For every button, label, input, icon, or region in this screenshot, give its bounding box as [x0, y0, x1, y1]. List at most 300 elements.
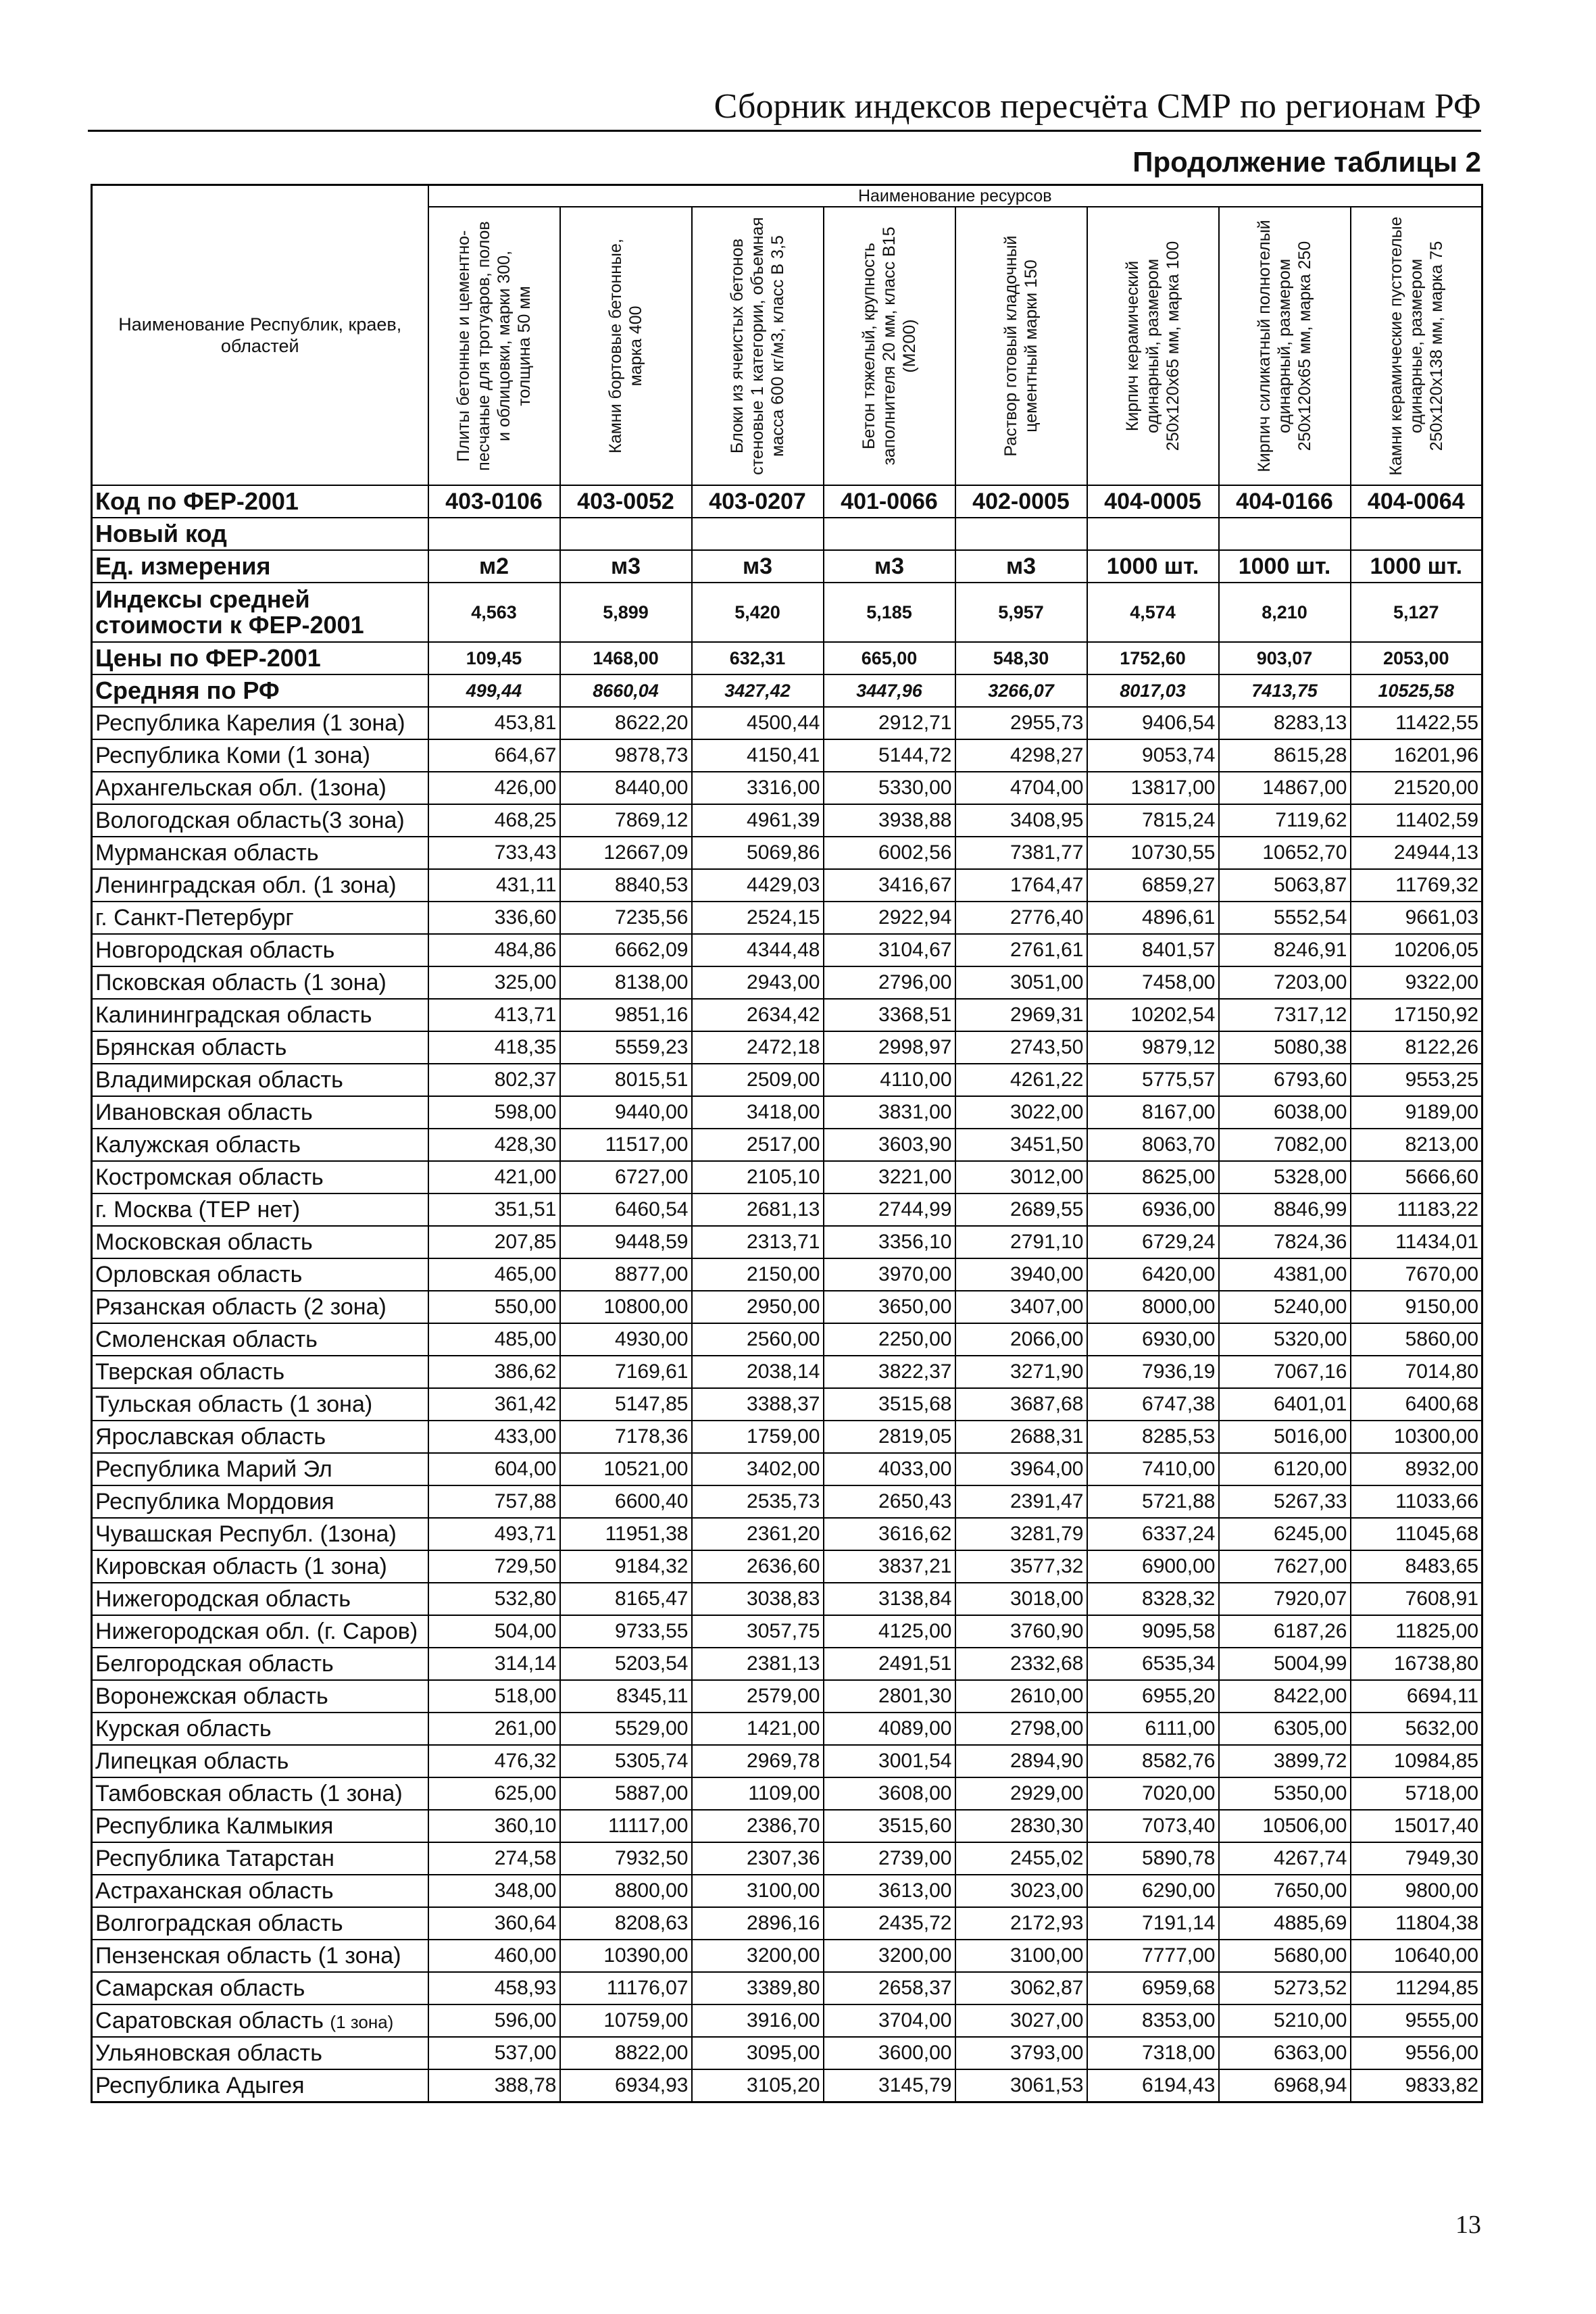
price-cell: 4885,69 [1219, 1907, 1351, 1940]
price-cell: 7067,16 [1219, 1356, 1351, 1388]
table-row [92, 1161, 1482, 1193]
price-cell: 8615,28 [1219, 739, 1351, 772]
price-cell: 7627,00 [1219, 1550, 1351, 1583]
region-name: Чувашская Республ. (1зона) [92, 1518, 428, 1550]
region-name: Воронежская область [92, 1680, 428, 1713]
code-row-value: 403-0106 [428, 485, 560, 518]
price-cell: 5210,00 [1219, 2004, 1351, 2037]
table-row [92, 2037, 1482, 2069]
table-row [92, 1680, 1482, 1713]
table-row [92, 1031, 1482, 1064]
price-cell: 3145,79 [824, 2069, 955, 2102]
price-cell: 421,00 [428, 1161, 560, 1193]
index-row-value: 5,420 [692, 583, 824, 642]
price-cell: 11402,59 [1351, 804, 1482, 837]
price-cell: 9851,16 [560, 999, 692, 1031]
table-row [92, 1064, 1482, 1096]
price-cell: 4150,41 [692, 739, 824, 772]
price-cell: 476,32 [428, 1745, 560, 1777]
price-cell: 10984,85 [1351, 1745, 1482, 1777]
price-cell: 3027,00 [955, 2004, 1087, 2037]
price-cell: 3407,00 [955, 1291, 1087, 1323]
price-cell: 388,78 [428, 2069, 560, 2102]
price-cell: 6959,68 [1087, 1972, 1219, 2004]
price-cell: 7073,40 [1087, 1810, 1219, 1842]
code-row-value: 404-0005 [1087, 485, 1219, 518]
price-cell: 2491,51 [824, 1648, 955, 1680]
region-name: г. Москва (ТЕР нет) [92, 1193, 428, 1226]
price-cell: 2776,40 [955, 902, 1087, 934]
region-name: Тамбовская область (1 зона) [92, 1777, 428, 1810]
column-header-cell [1351, 207, 1482, 485]
price-cell: 8138,00 [560, 966, 692, 999]
column-header-wrap [429, 207, 559, 485]
column-header-wrap [693, 207, 823, 485]
price-cell: 2681,13 [692, 1193, 824, 1226]
price-cell: 9878,73 [560, 739, 692, 772]
price-cell: 3271,90 [955, 1356, 1087, 1388]
price-cell: 9189,00 [1351, 1096, 1482, 1129]
price-cell: 465,00 [428, 1258, 560, 1291]
price-cell: 6535,34 [1087, 1648, 1219, 1680]
price-cell: 2798,00 [955, 1713, 1087, 1745]
price-cell: 3200,00 [692, 1940, 824, 1972]
price-cell: 6120,00 [1219, 1453, 1351, 1485]
price-cell: 7949,30 [1351, 1842, 1482, 1875]
price-cell: 9150,00 [1351, 1291, 1482, 1323]
price-cell: 3416,67 [824, 869, 955, 902]
price-cell: 4930,00 [560, 1323, 692, 1356]
price-cell: 8213,00 [1351, 1129, 1482, 1161]
price-cell: 3970,00 [824, 1258, 955, 1291]
price-cell: 6955,20 [1087, 1680, 1219, 1713]
table-row [92, 739, 1482, 772]
price-cell: 9879,12 [1087, 1031, 1219, 1064]
price-cell: 5680,00 [1219, 1940, 1351, 1972]
price-cell: 7318,00 [1087, 2037, 1219, 2069]
region-name: Новгородская область [92, 934, 428, 966]
region-name [92, 2004, 428, 2037]
price-cell: 4089,00 [824, 1713, 955, 1745]
price-cell: 3616,62 [824, 1518, 955, 1550]
price-cell: 9800,00 [1351, 1875, 1482, 1907]
price-cell: 2250,00 [824, 1323, 955, 1356]
table-row [92, 1291, 1482, 1323]
price-cell: 625,00 [428, 1777, 560, 1810]
unit-row-value: 1000 шт. [1351, 550, 1482, 583]
price-cell: 8622,20 [560, 707, 692, 739]
price-cell: 13817,00 [1087, 772, 1219, 804]
column-header-wrap [1088, 207, 1218, 485]
price-cell: 9733,55 [560, 1615, 692, 1648]
price-cell: 8483,65 [1351, 1550, 1482, 1583]
price-cell: 3831,00 [824, 1096, 955, 1129]
new-code-row-value [955, 518, 1087, 550]
unit-row-value: м3 [824, 550, 955, 583]
table-row [92, 1713, 1482, 1745]
price-cell: 5080,38 [1219, 1031, 1351, 1064]
price-cell: 4261,22 [955, 1064, 1087, 1096]
region-name: Белгородская область [92, 1648, 428, 1680]
table-row [92, 1518, 1482, 1550]
price-cell: 2743,50 [955, 1031, 1087, 1064]
price-cell: 5860,00 [1351, 1323, 1482, 1356]
price-cell: 6002,56 [824, 837, 955, 869]
price-cell: 2610,00 [955, 1680, 1087, 1713]
price-cell: 11045,68 [1351, 1518, 1482, 1550]
price-cell: 458,93 [428, 1972, 560, 2004]
region-name: Владимирская область [92, 1064, 428, 1096]
page-number: 13 [1455, 2211, 1481, 2239]
price-cell: 5887,00 [560, 1777, 692, 1810]
price-cell: 2579,00 [692, 1680, 824, 1713]
table-row [92, 999, 1482, 1031]
price-cell: 3100,00 [692, 1875, 824, 1907]
price-row [92, 642, 1482, 674]
price-cell: 5069,86 [692, 837, 824, 869]
price-cell: 2761,61 [955, 934, 1087, 966]
price-cell: 3822,37 [824, 1356, 955, 1388]
price-cell: 8283,13 [1219, 707, 1351, 739]
price-cell: 9556,00 [1351, 2037, 1482, 2069]
price-cell: 537,00 [428, 2037, 560, 2069]
price-cell: 5305,74 [560, 1745, 692, 1777]
price-cell: 5890,78 [1087, 1842, 1219, 1875]
price-cell: 664,67 [428, 739, 560, 772]
price-cell: 8877,00 [560, 1258, 692, 1291]
region-name: Пензенская область (1 зона) [92, 1940, 428, 1972]
column-header-cell [692, 207, 824, 485]
table-row [92, 707, 1482, 739]
table-row [92, 1096, 1482, 1129]
price-cell: 2313,71 [692, 1226, 824, 1258]
price-row-value: 2053,00 [1351, 642, 1482, 674]
price-cell: 9448,59 [560, 1226, 692, 1258]
average-row-value: 8017,03 [1087, 674, 1219, 707]
region-name: Ярославская область [92, 1421, 428, 1453]
resources-header: Наименование ресурсов [428, 185, 1482, 207]
price-cell: 3408,95 [955, 804, 1087, 837]
region-name: Калужская область [92, 1129, 428, 1161]
price-cell: 6930,00 [1087, 1323, 1219, 1356]
price-cell: 1759,00 [692, 1421, 824, 1453]
price-row-value: 665,00 [824, 642, 955, 674]
price-cell: 9440,00 [560, 1096, 692, 1129]
region-name: Мурманская область [92, 837, 428, 869]
price-cell: 2472,18 [692, 1031, 824, 1064]
index-row [92, 583, 1482, 642]
price-cell: 2150,00 [692, 1258, 824, 1291]
table-row [92, 1875, 1482, 1907]
column-header-text: Блоки из ячеистых бетонов стеновые 1 категории, объемная масса 600 кг/м3, класс В 3,5 [728, 217, 787, 475]
price-cell: 468,25 [428, 804, 560, 837]
region-name: Костромская область [92, 1161, 428, 1193]
price-cell: 7317,12 [1219, 999, 1351, 1031]
index-row-value: 5,185 [824, 583, 955, 642]
price-cell: 3200,00 [824, 1940, 955, 1972]
price-cell: 10202,54 [1087, 999, 1219, 1031]
unit-row-value: м3 [560, 550, 692, 583]
price-cell: 2650,43 [824, 1485, 955, 1518]
price-cell: 10640,00 [1351, 1940, 1482, 1972]
price-cell: 8285,53 [1087, 1421, 1219, 1453]
price-cell: 7650,00 [1219, 1875, 1351, 1907]
price-cell: 2391,47 [955, 1485, 1087, 1518]
price-cell: 5203,54 [560, 1648, 692, 1680]
price-cell: 3356,10 [824, 1226, 955, 1258]
unit-row-value: м2 [428, 550, 560, 583]
price-cell: 6727,00 [560, 1161, 692, 1193]
table-row [92, 1388, 1482, 1421]
region-name: Республика Адыгея [92, 2069, 428, 2102]
column-header-wrap [824, 207, 955, 485]
average-row-label: Средняя по РФ [92, 674, 428, 707]
code-row-value: 401-0066 [824, 485, 955, 518]
price-cell: 2658,37 [824, 1972, 955, 2004]
price-cell: 2560,00 [692, 1323, 824, 1356]
price-cell: 5552,54 [1219, 902, 1351, 934]
column-header-cell [560, 207, 692, 485]
price-cell: 3368,51 [824, 999, 955, 1031]
table-row [92, 2004, 1482, 2037]
code-row [92, 485, 1482, 518]
price-cell: 6187,26 [1219, 1615, 1351, 1648]
price-cell: 12667,09 [560, 837, 692, 869]
price-cell: 4125,00 [824, 1615, 955, 1648]
price-row-value: 1752,60 [1087, 642, 1219, 674]
price-cell: 484,86 [428, 934, 560, 966]
price-cell: 16201,96 [1351, 739, 1482, 772]
table-row [92, 1453, 1482, 1485]
index-row-label: Индексы средней стоимости к ФЕР-2001 [92, 583, 428, 642]
price-cell: 3687,68 [955, 1388, 1087, 1421]
price-cell: 453,81 [428, 707, 560, 739]
price-cell: 8353,00 [1087, 2004, 1219, 2037]
unit-row [92, 550, 1482, 583]
price-cell: 6400,68 [1351, 1388, 1482, 1421]
new-code-row [92, 518, 1482, 550]
region-name: Ленинградская обл. (1 зона) [92, 869, 428, 902]
price-cell: 426,00 [428, 772, 560, 804]
header-rule [88, 130, 1481, 132]
column-header-text: Раствор готовый кладочный цементный марки 150 [1001, 235, 1041, 457]
page-header: Сборник индексов пересчёта СМР по регионам РФ [714, 87, 1481, 126]
header-row-resources [92, 185, 1482, 207]
price-cell: 348,00 [428, 1875, 560, 1907]
price-cell: 9661,03 [1351, 902, 1482, 934]
price-cell: 3061,53 [955, 2069, 1087, 2102]
table-row [92, 1648, 1482, 1680]
price-cell: 3600,00 [824, 2037, 955, 2069]
price-cell: 8932,00 [1351, 1453, 1482, 1485]
column-header-text: Камни бортовые бетонные, марка 400 [606, 239, 645, 453]
price-cell: 6747,38 [1087, 1388, 1219, 1421]
table-row [92, 1356, 1482, 1388]
price-cell: 5721,88 [1087, 1485, 1219, 1518]
price-cell: 8401,57 [1087, 934, 1219, 966]
price-cell: 2172,93 [955, 1907, 1087, 1940]
price-cell: 3837,21 [824, 1550, 955, 1583]
price-cell: 8625,00 [1087, 1161, 1219, 1193]
table-row [92, 1583, 1482, 1615]
table-row [92, 2069, 1482, 2102]
price-cell: 11033,66 [1351, 1485, 1482, 1518]
region-name-main: Саратовская область [95, 2007, 330, 2034]
region-name: Орловская область [92, 1258, 428, 1291]
average-row-value: 3427,42 [692, 674, 824, 707]
price-cell: 4267,74 [1219, 1842, 1351, 1875]
table-row [92, 966, 1482, 999]
price-cell: 2636,60 [692, 1550, 824, 1583]
price-cell: 14867,00 [1219, 772, 1351, 804]
price-cell: 504,00 [428, 1615, 560, 1648]
price-cell: 2517,00 [692, 1129, 824, 1161]
region-name: Тульская область (1 зона) [92, 1388, 428, 1421]
price-cell: 7169,61 [560, 1356, 692, 1388]
region-name: Тверская область [92, 1356, 428, 1388]
price-cell: 7936,19 [1087, 1356, 1219, 1388]
new-code-row-value [692, 518, 824, 550]
price-cell: 3389,80 [692, 1972, 824, 2004]
price-cell: 4704,00 [955, 772, 1087, 804]
price-cell: 7014,80 [1351, 1356, 1482, 1388]
price-cell: 2332,68 [955, 1648, 1087, 1680]
price-cell: 7119,62 [1219, 804, 1351, 837]
price-cell: 360,64 [428, 1907, 560, 1940]
price-cell: 2634,42 [692, 999, 824, 1031]
price-cell: 2922,94 [824, 902, 955, 934]
price-cell: 15017,40 [1351, 1810, 1482, 1842]
price-cell: 21520,00 [1351, 772, 1482, 804]
unit-row-label: Ед. измерения [92, 550, 428, 583]
price-cell: 7608,91 [1351, 1583, 1482, 1615]
price-cell: 3418,00 [692, 1096, 824, 1129]
price-cell: 2689,55 [955, 1193, 1087, 1226]
price-cell: 3022,00 [955, 1096, 1087, 1129]
price-cell: 10800,00 [560, 1291, 692, 1323]
price-cell: 3451,50 [955, 1129, 1087, 1161]
price-cell: 8122,26 [1351, 1031, 1482, 1064]
price-cell: 2969,31 [955, 999, 1087, 1031]
table-row [92, 934, 1482, 966]
price-cell: 3938,88 [824, 804, 955, 837]
price-cell: 7777,00 [1087, 1940, 1219, 1972]
price-cell: 3221,00 [824, 1161, 955, 1193]
price-cell: 8063,70 [1087, 1129, 1219, 1161]
column-header-text: Плиты бетонные и цементно-песчаные для тротуаров, полов и облицовки, марки 300, толщина 50 мм [454, 221, 534, 471]
price-row-label: Цены по ФЕР-2001 [92, 642, 428, 674]
region-name: Рязанская область (2 зона) [92, 1291, 428, 1323]
price-cell: 7410,00 [1087, 1453, 1219, 1485]
price-cell: 3062,87 [955, 1972, 1087, 2004]
price-cell: 11517,00 [560, 1129, 692, 1161]
price-cell: 5273,52 [1219, 1972, 1351, 2004]
price-cell: 5529,00 [560, 1713, 692, 1745]
price-cell: 3001,54 [824, 1745, 955, 1777]
price-cell: 6600,40 [560, 1485, 692, 1518]
price-cell: 8800,00 [560, 1875, 692, 1907]
price-cell: 7670,00 [1351, 1258, 1482, 1291]
code-row-value: 404-0166 [1219, 485, 1351, 518]
index-row-value: 5,899 [560, 583, 692, 642]
index-row-value: 5,957 [955, 583, 1087, 642]
price-cell: 10652,70 [1219, 837, 1351, 869]
price-cell: 325,00 [428, 966, 560, 999]
price-cell: 493,71 [428, 1518, 560, 1550]
price-cell: 7235,56 [560, 902, 692, 934]
table-row [92, 1485, 1482, 1518]
price-cell: 532,80 [428, 1583, 560, 1615]
corner-header: Наименование Республик, краев, областей [92, 185, 428, 486]
price-cell: 2739,00 [824, 1842, 955, 1875]
code-row-value: 404-0064 [1351, 485, 1482, 518]
price-cell: 5328,00 [1219, 1161, 1351, 1193]
price-cell: 7824,36 [1219, 1226, 1351, 1258]
table-row [92, 837, 1482, 869]
price-cell: 6111,00 [1087, 1713, 1219, 1745]
price-cell: 3515,68 [824, 1388, 955, 1421]
price-cell: 4110,00 [824, 1064, 955, 1096]
table-row [92, 1777, 1482, 1810]
price-row-value: 903,07 [1219, 642, 1351, 674]
price-cell: 8440,00 [560, 772, 692, 804]
price-cell: 1764,47 [955, 869, 1087, 902]
price-cell: 8846,99 [1219, 1193, 1351, 1226]
price-cell: 6420,00 [1087, 1258, 1219, 1291]
price-cell: 386,62 [428, 1356, 560, 1388]
continuation-label: Продолжение таблицы 2 [1132, 146, 1481, 178]
table-row [92, 1810, 1482, 1842]
table-row [92, 1421, 1482, 1453]
price-cell: 3964,00 [955, 1453, 1087, 1485]
price-cell: 207,85 [428, 1226, 560, 1258]
price-cell: 2801,30 [824, 1680, 955, 1713]
price-cell: 2524,15 [692, 902, 824, 934]
price-cell: 9095,58 [1087, 1615, 1219, 1648]
price-cell: 11117,00 [560, 1810, 692, 1842]
table-row [92, 1745, 1482, 1777]
table-row [92, 1972, 1482, 2004]
price-cell: 8822,00 [560, 2037, 692, 2069]
price-cell: 7082,00 [1219, 1129, 1351, 1161]
price-cell: 11804,38 [1351, 1907, 1482, 1940]
price-cell: 2435,72 [824, 1907, 955, 1940]
price-cell: 2830,30 [955, 1810, 1087, 1842]
region-name: Республика Мордовия [92, 1485, 428, 1518]
price-cell: 3515,60 [824, 1810, 955, 1842]
price-cell: 5063,87 [1219, 869, 1351, 902]
price-cell: 3577,32 [955, 1550, 1087, 1583]
price-cell: 4896,61 [1087, 902, 1219, 934]
region-name: Ульяновская область [92, 2037, 428, 2069]
price-cell: 7869,12 [560, 804, 692, 837]
table-row [92, 1226, 1482, 1258]
price-cell: 5559,23 [560, 1031, 692, 1064]
price-cell: 8328,32 [1087, 1583, 1219, 1615]
price-cell: 4381,00 [1219, 1258, 1351, 1291]
price-cell: 10300,00 [1351, 1421, 1482, 1453]
price-cell: 3613,00 [824, 1875, 955, 1907]
price-cell: 9555,00 [1351, 2004, 1482, 2037]
price-cell: 9184,32 [560, 1550, 692, 1583]
table-row [92, 1550, 1482, 1583]
price-row-value: 1468,00 [560, 642, 692, 674]
price-cell: 4344,48 [692, 934, 824, 966]
price-cell: 5350,00 [1219, 1777, 1351, 1810]
price-cell: 8840,53 [560, 869, 692, 902]
price-cell: 2038,14 [692, 1356, 824, 1388]
price-cell: 360,10 [428, 1810, 560, 1842]
